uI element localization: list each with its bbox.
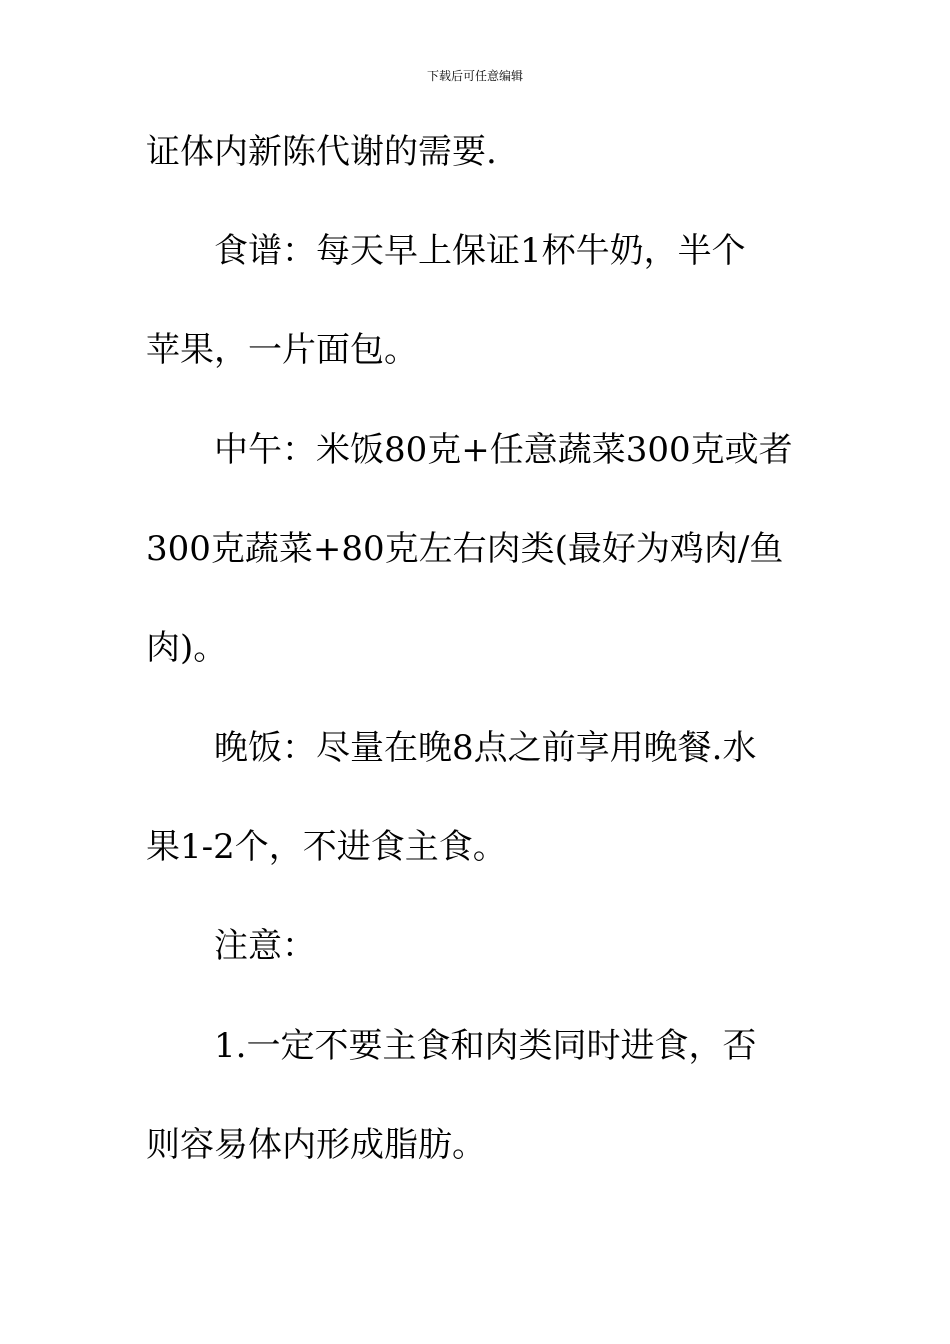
paragraph-line: 注意： — [214, 926, 316, 966]
paragraph-line: 证体内新陈代谢的需要. — [146, 132, 497, 172]
paragraph-line: 则容易体内形成脂肪。 — [146, 1125, 486, 1165]
paragraph-line: 食谱：每天早上保证1杯牛奶，半个 — [214, 231, 746, 271]
paragraph-line: 中午：米饭80克+任意蔬菜300克或者 — [214, 430, 793, 470]
paragraph-line: 1.一定不要主食和肉类同时进食，否 — [214, 1026, 757, 1066]
paragraph-line: 苹果，一片面包。 — [146, 330, 418, 370]
paragraph-line: 果1-2个，不进食主食。 — [146, 827, 507, 867]
paragraph-line: 晚饭：尽量在晚8点之前享用晚餐.水 — [214, 728, 757, 768]
header-note: 下载后可任意编辑 — [426, 69, 523, 83]
paragraph-line: 肉)。 — [146, 628, 228, 668]
paragraph-line: 300克蔬菜+80克左右肉类(最好为鸡肉/鱼 — [146, 529, 784, 569]
